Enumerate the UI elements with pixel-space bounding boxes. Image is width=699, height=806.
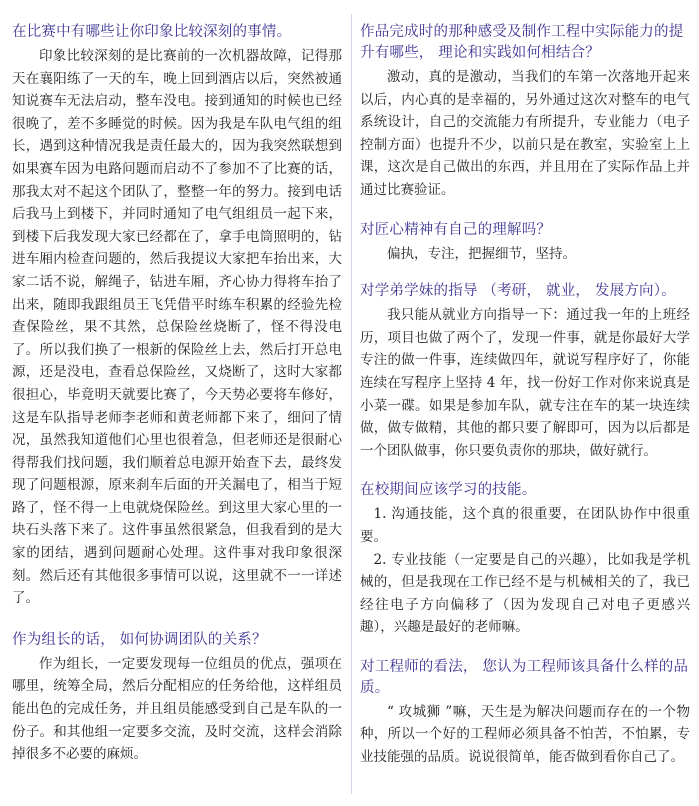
section-heading: 作为组长的话， 如何协调团队的关系？: [12, 631, 267, 648]
section-heading: 作品完成时的那种感受及制作工程中实际能力的提升有哪些， 理论和实践如何相结合？: [360, 24, 684, 61]
section-body: 激动，真的是激动，当我们的车第一次落地开起来以后，内心真的是幸福的，另外通过这次对整车的电气系统设计，自己的交流能力有所提升，专业能力（电子控制方面）也提升不少，以前只是在教室，实验室上上课，这次是自己做出的东西，并且用在了实际作品上并通过比赛验证。: [360, 69, 690, 198]
section-heading: 对匠心精神有自己的理解吗？: [360, 221, 552, 238]
section-craftsmanship: [360, 220, 690, 266]
section-heading: 对工程师的看法， 您认为工程师该具备什么样的品质。: [360, 658, 689, 696]
right-column: [360, 22, 690, 769]
section-body: 印象比较深刻的是比赛前的一次机器故障，记得那天在襄阳练了一天的车，晚上回到酒店以后，突然被通知说赛车无法启动，整车没电。接到通知的时候也已经很晚了，差不多睡觉的时候。因为我是车队电气组的组长，遇到这种情况我是责任最大的，因为我突然联想到如果赛车因为电路问题而启动不了参加不了比赛的话，那我太对不起这个团队了，整整一年的努力。接到电话后我马上到楼下，并同时通知了电气组组员一起下来，到楼下后我发现大家已经都在了，拿手电筒照明的，钻进车厢内检查问题的，然后我提议大家把车抬出来，大家二话不说，解绳子，钻进车厢，齐心协力得将车抬了出来，随即我跟组员王飞凭借平时练车积累的经验先检查保险丝，果不其然，总保险丝烧断了，怪不得没电了。所以我们换了一根新的保险丝上去，然后打开总电源，还是没电，查看总保险丝，又烧断了，这时大家都很担心，毕竟明天就要比赛了，今天势必要将车修好，这是车队指导老师李老师和黄老师都下来了，细问了情况，虽然我知道他们心里也很着急，但老师还是很耐心得帮我们找问题，我们顺着总电源开始查下去，最终发现了问题根源，原来刹车后面的开关漏电了，相当于短路了，怪不得一上电就烧保险丝。到这里大家心里的一块石头落下来了。这件事虽然很紧急，但我看到的是大家的团结，遇到问题耐心处理。这件事对我印象很深刻。然后还有其他很多事情可以说，这里就不一一详述了。: [12, 48, 342, 607]
section-heading: 在校期间应该学习的技能。: [360, 482, 537, 499]
section-body: 作为组长，一定要发现每一位组员的优点，强项在哪里，统筹全局，然后分配相应的任务给他，这样组员能出色的完成任务，并且组员能感受到自己是车队的一份子。和其他组一定要多交流，及时交流，这样会消除掉很多不必要的麻烦。: [12, 655, 342, 763]
section-engineer-qualities: [360, 657, 690, 769]
section-advice-juniors: [360, 281, 690, 462]
section-body-item: 2. 专业技能（一定要是自己的兴趣），比如我是学机械的，但是我现在工作已经不是与机械相关的了，我已经往电子方向偏移了（因为发现自己对电子更感兴趣），兴趣是最好的老师嘛。: [360, 551, 690, 636]
section-heading: 对学弟学妹的指导 （考研， 就业， 发展方向）。: [360, 283, 676, 300]
section-body: 我只能从就业方向指导一下：通过我一年的上班经历，项目也做了两个了，发现一件事，就是你最好大学专注的做一件事，连续做四年，就说写程序好了，你能连续在写程序上坚持 4 年，找一份好工作对你来说真是小菜一碟。如果是参加车队，就专注在车的某一块连续做，做专做精，其他的都只要了解即可，因为以后都是一个团队做事，你只要负责你的那块，做好就行。: [360, 307, 690, 459]
section-body-item: 1. 沟通技能，这个真的很重要，在团队协作中很重要。: [360, 506, 690, 545]
section-memorable-event: [12, 22, 342, 610]
section-body: “ 攻城狮 ”嘛，天生是为解决问题而存在的一个物种，所以一个好的工程师必须具备不怕苦，不怕累，专业技能强的品质。说说很简单，能否做到看你自己了。: [360, 703, 690, 766]
section-heading: 在比赛中有哪些让你印象比较深刻的事情。: [12, 24, 292, 40]
section-feelings-and-skills: [360, 22, 690, 202]
column-divider: [351, 14, 352, 794]
section-skills-to-learn: [360, 480, 690, 639]
section-body: 偏执，专注，把握细节，坚持。: [387, 245, 576, 262]
left-column: [12, 22, 342, 766]
section-team-coordination: [12, 630, 342, 766]
